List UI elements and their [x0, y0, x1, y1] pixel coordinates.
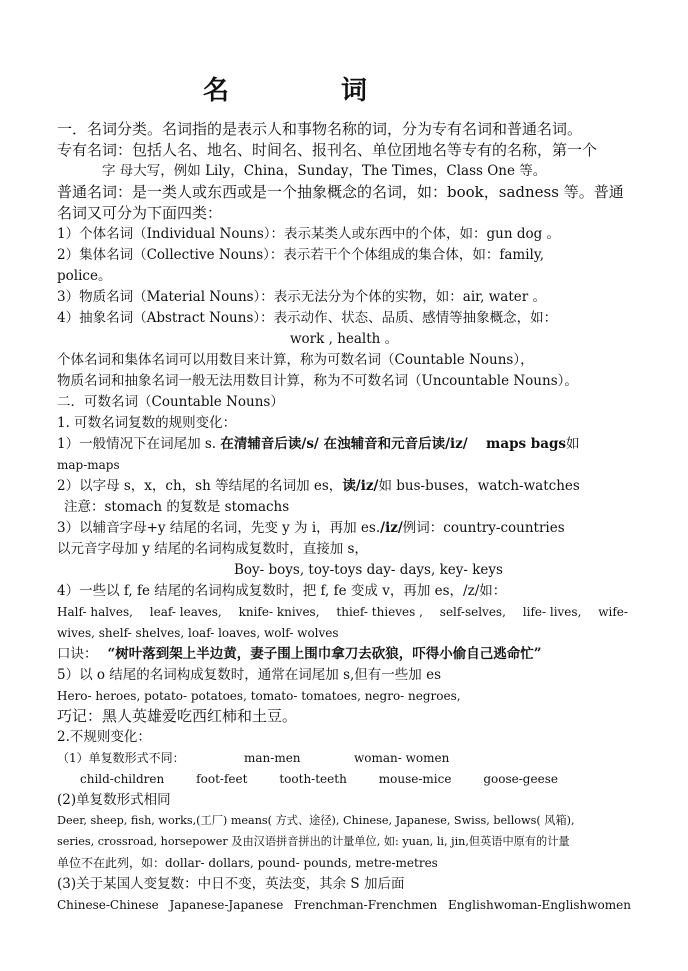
example-word: knife- knives, — [238, 605, 320, 619]
example-word: life- lives, — [522, 605, 582, 619]
rule-2-examples: 如 bus-buses，watch-watches — [378, 478, 580, 494]
rule-5-examples: Hero- heroes, potato- potatoes, tomato- tomatoes, negro- negroes, — [57, 689, 461, 703]
rule-3-vowel-y: 以元音字母加 y 结尾的名词构成复数时，直接加 s， — [57, 541, 368, 557]
rule-3-text: 3）以辅音字母+y 结尾的名词，先变 y 为 i，再加 es. — [57, 520, 381, 536]
title-char-1: 名 — [203, 76, 230, 106]
rule-4-examples — [57, 603, 628, 621]
irregular-2-units: series, crossroad, horsepower 及由汉语拼音拼出的计量单位, 如: yuan, li, jin,但英语中原有的计量 — [57, 835, 570, 848]
irregular-example: man-men — [244, 751, 301, 765]
irregular-example: goose-geese — [483, 772, 558, 786]
irregular-heading: 2.不规则变化： — [57, 729, 151, 745]
irregular-2-examples: Deer, sheep, fish, works,(工厂) means( 方式、途径), Chinese, Japanese, Swiss, bellows( 风箱), — [57, 814, 575, 827]
mnemonic-label: 口诀： — [57, 646, 98, 662]
rule-2-pronunciation: 读/iz/ — [342, 478, 379, 494]
mnemonic-line — [57, 645, 542, 663]
section-1-heading: 一．名词分类。名词指的是表示人和事物名称的词，分为专有名词和普通名词。 — [57, 120, 583, 138]
irregular-example: tooth-teeth — [279, 772, 347, 786]
rule-4-line: 4）一些以 f, fe 结尾的名词构成复数时，把 f, fe 变成 v，再加 es，/z/如： — [57, 583, 507, 599]
irregular-example: child-children — [80, 772, 165, 786]
rule-5-mnemonic: 巧记：黑人英雄爱吃西红柿和土豆。 — [57, 707, 298, 725]
example-word: wife- — [598, 605, 628, 619]
regular-plural-heading: 1. 可数名词复数的规则变化： — [57, 415, 237, 431]
nationality-example: Chinese-Chinese — [57, 898, 159, 912]
uncountable-nouns-explanation: 物质名词和抽象名词一般无法用数目计算，称为不可数名词（Uncountable Nouns）。 — [57, 373, 578, 389]
rule-3-examples: 例词：country-countries — [402, 520, 565, 536]
irregular-example: mouse-mice — [378, 772, 452, 786]
rule-1-example: map-maps — [57, 458, 120, 472]
example-word: leaf- leaves, — [149, 605, 222, 619]
rule-2-text: 2）以字母 s，x，ch，sh 等结尾的名词加 es， — [57, 478, 343, 494]
rule-1-ru: 如 — [566, 436, 580, 452]
rule-1-examples: maps bags — [486, 436, 567, 452]
nationality-example: Frenchman-Frenchmen — [294, 898, 438, 912]
rule-3-pronunciation: /iz/ — [380, 520, 403, 536]
section-2-heading: 二．可数名词（Countable Nouns） — [57, 394, 284, 410]
countable-nouns-explanation: 个体名词和集体名词可以用数目来计算，称为可数名词（Countable Nouns）， — [57, 352, 534, 368]
example-word: thief- thieves , — [336, 605, 423, 619]
irregular-1-label: （1）单复数形式不同： — [57, 751, 185, 765]
rule-1-line — [57, 435, 580, 453]
rule-3-line — [57, 519, 565, 537]
mnemonic-text: “树叶落到架上半边黄，妻子围上围巾拿刀去砍狼，吓得小偷自己逃命忙” — [107, 646, 542, 662]
collective-noun-line-cont: police。 — [57, 268, 112, 284]
irregular-2-exceptions: 单位不在此列，如：dollar- dollars, pound- pounds, metre-metres — [57, 856, 438, 870]
example-word: Half- halves, — [57, 605, 133, 619]
nationality-example: Englishwoman-Englishwomen — [448, 898, 631, 912]
irregular-1-examples — [80, 770, 558, 788]
individual-noun-line: 1）个体名词（Individual Nouns）：表示某类人或东西中的个体，如：gun dog 。 — [57, 226, 561, 242]
rule-1-pronunciation: 在清辅音后读/s/ 在浊辅音和元音后读/iz/ — [220, 436, 468, 452]
rule-2-line — [57, 477, 580, 495]
title-char-2: 词 — [341, 76, 368, 106]
irregular-example: woman- women — [354, 751, 450, 765]
common-noun-definition: 普通名词：是一类人或东西或是一个抽象概念的名词，如：book，sadness 等。普通 — [57, 183, 624, 201]
irregular-example: foot-feet — [196, 772, 248, 786]
rule-3-examples-2: Boy- boys, toy-toys day- days, key- keys — [234, 562, 503, 578]
irregular-2-heading: (2)单复数形式相同 — [57, 792, 171, 808]
common-noun-subtypes-intro: 名词又可分为下面四类： — [57, 204, 223, 222]
example-word: self-selves, — [439, 605, 506, 619]
rule-5-line: 5）以 o 结尾的名词构成复数时，通常在词尾加 s,但有一些加 es — [57, 667, 442, 683]
irregular-1-line — [57, 749, 450, 767]
abstract-noun-examples: work , health 。 — [290, 331, 399, 347]
proper-noun-definition: 专有名词：包括人名、地名、时间名、报刊名、单位团地名等专有的名称，第一个 — [57, 141, 598, 159]
rule-2-note: 注意：stomach 的复数是 stomachs — [64, 499, 290, 515]
rule-4-examples-cont: wives, shelf- shelves, loaf- loaves, wolf- wolves — [57, 626, 339, 640]
irregular-3-examples — [57, 896, 631, 914]
collective-noun-line: 2）集体名词（Collective Nouns）：表示若干个个体组成的集合体，如：family, — [57, 247, 544, 263]
material-noun-line: 3）物质名词（Material Nouns）：表示无法分为个体的实物，如：air, water 。 — [57, 289, 546, 305]
page-title — [203, 70, 367, 107]
abstract-noun-line: 4）抽象名词（Abstract Nouns）：表示动作、状态、品质、感情等抽象概念，如： — [57, 310, 558, 326]
proper-noun-examples: 字 母大写，例如 Lily，China，Sunday，The Times，Class One 等。 — [102, 163, 547, 179]
nationality-example: Japanese-Japanese — [169, 898, 284, 912]
rule-1-text: 1）一般情况下在词尾加 s. — [57, 436, 217, 452]
irregular-3-heading: (3)关于某国人变复数：中日不变，英法变，其余 S 加后面 — [57, 876, 405, 892]
